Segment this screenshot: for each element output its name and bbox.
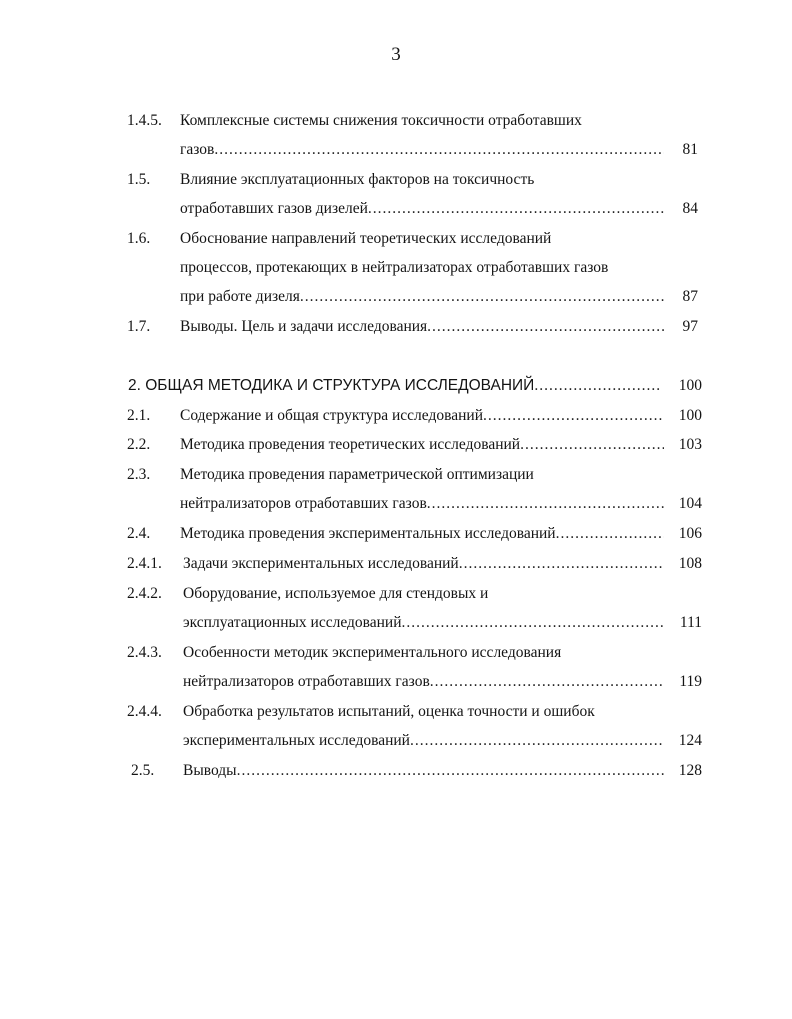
toc-number: 2.2. xyxy=(127,436,151,453)
toc-number: 1.4.5. xyxy=(127,112,162,129)
toc-page: 87 xyxy=(682,288,698,305)
page-number: 3 xyxy=(391,44,401,65)
toc-text: Оборудование, используемое для стендовых и xyxy=(183,585,489,602)
toc-text: Методика проведения теоретических исследований xyxy=(180,436,521,453)
toc-text: эксплуатационных исследований xyxy=(183,614,402,631)
toc-page: 103 xyxy=(678,436,702,453)
toc-leader-line xyxy=(180,493,664,515)
toc-leader-line xyxy=(180,286,664,308)
toc-page: 104 xyxy=(678,495,702,512)
toc-leader-line xyxy=(180,139,664,161)
toc-page: 81 xyxy=(682,141,698,158)
toc-number: 2.5. xyxy=(131,762,155,779)
toc-text: Обработка результатов испытаний, оценка точности и ошибок xyxy=(183,703,595,720)
toc-text: нейтрализаторов отработавших газов xyxy=(180,495,427,512)
toc-text: нейтрализаторов отработавших газов xyxy=(183,673,430,690)
toc-text: Выводы. Цель и задачи исследования xyxy=(180,318,428,335)
toc-leader-line xyxy=(180,198,664,220)
toc-leader-line xyxy=(183,760,664,782)
toc-page: 84 xyxy=(682,200,698,217)
toc-leader-line xyxy=(180,316,664,338)
toc-text: Методика проведения параметрической оптимизации xyxy=(180,466,534,483)
toc-text: Содержание и общая структура исследований xyxy=(180,407,483,424)
toc-leader-line xyxy=(183,730,664,752)
toc-text: отработавших газов дизелей xyxy=(180,200,368,217)
toc-page: 128 xyxy=(678,762,702,779)
toc-text: Методика проведения экспериментальных исследований xyxy=(180,525,556,542)
toc-leader-line xyxy=(183,671,664,693)
toc-page: 119 xyxy=(679,673,702,690)
toc-number: 2.4.3. xyxy=(127,644,162,661)
toc-text: при работе дизеля xyxy=(180,288,300,305)
toc-page: 106 xyxy=(678,525,702,542)
toc-text: экспериментальных исследований xyxy=(183,732,410,749)
toc-leader-line xyxy=(183,553,664,575)
toc-page: 108 xyxy=(678,555,702,572)
toc-number: 2.3. xyxy=(127,466,151,483)
toc-number: 2.4.2. xyxy=(127,585,162,602)
toc-number: 2.4.4. xyxy=(127,703,162,720)
toc-leader-line xyxy=(180,523,664,545)
toc-number: 1.6. xyxy=(127,230,151,247)
toc-text: Обоснование направлений теоретических исследований xyxy=(180,230,552,247)
toc-number: 1.7. xyxy=(127,318,151,335)
toc-text: Особенности методик экспериментального исследования xyxy=(183,644,562,661)
toc-page: 124 xyxy=(678,732,702,749)
toc-page: 100 xyxy=(678,407,702,424)
toc-page: 100 xyxy=(678,377,702,394)
toc-text: Влияние эксплуатационных факторов на токсичность xyxy=(180,171,535,188)
toc-page: 97 xyxy=(682,318,698,335)
chapter-heading xyxy=(128,375,660,397)
toc-text: Выводы xyxy=(183,762,237,779)
toc-text: газов xyxy=(180,141,215,158)
toc-number: 1.5. xyxy=(127,171,151,188)
toc-text: процессов, протекающих в нейтрализаторах отработавших газов xyxy=(180,259,609,276)
toc-number: 2.4. xyxy=(127,525,151,542)
toc-leader-line xyxy=(180,434,664,456)
toc-number: 2.1. xyxy=(127,407,151,424)
toc-text: Задачи экспериментальных исследований xyxy=(183,555,459,572)
toc-leader-line xyxy=(180,405,664,427)
toc-text: Комплексные системы снижения токсичности отработавших xyxy=(180,112,582,129)
toc-page: 111 xyxy=(679,614,702,631)
toc-number: 2.4.1. xyxy=(127,555,162,572)
chapter-title: 2. ОБЩАЯ МЕТОДИКА И СТРУКТУРА ИССЛЕДОВАНИЙ xyxy=(128,377,535,394)
toc-leader-line xyxy=(183,612,664,634)
